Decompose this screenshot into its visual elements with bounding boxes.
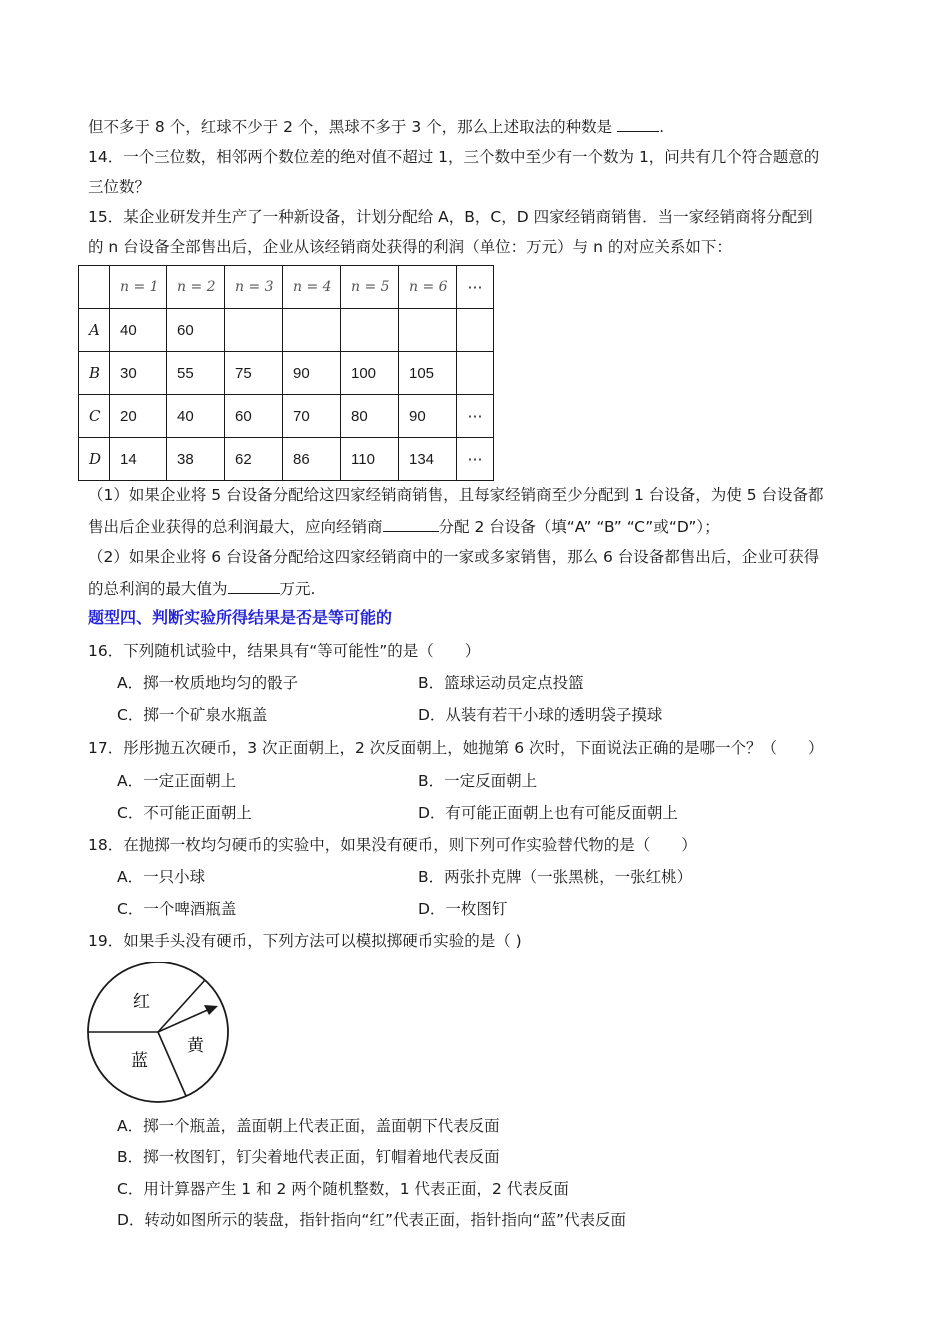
table-header-cell: ⋯: [457, 266, 494, 309]
table-cell: [341, 309, 399, 352]
table-cell: 30: [110, 352, 167, 395]
table-header-cell: n = 5: [341, 266, 399, 309]
table-cell: 62: [225, 438, 283, 481]
table-row-header: D: [79, 438, 110, 481]
q15-sub2-text-b: 万元.: [279, 580, 316, 598]
spinner-label-blue: 蓝: [131, 1051, 148, 1071]
q14-line1: 14．一个三位数，相邻两个数位差的绝对值不超过 1，三个数中至少有一个数为 1，问共有几个符合题意的: [88, 148, 820, 166]
table-cell: 60: [225, 395, 283, 438]
table-cell: ⋯: [457, 438, 494, 481]
table-header-cell: n = 6: [399, 266, 457, 309]
profit-table: [78, 265, 494, 481]
table-row: [79, 352, 494, 395]
table-cell: [457, 309, 494, 352]
table-header-cell: n = 1: [110, 266, 167, 309]
q15-sub1-answer-blank[interactable]: [383, 515, 439, 532]
q17-option-c[interactable]: C．不可能正面朝上: [117, 804, 252, 822]
table-cell: [399, 309, 457, 352]
table-cell: [225, 309, 283, 352]
table-header-cell: n = 4: [283, 266, 341, 309]
table-cell: 90: [283, 352, 341, 395]
table-cell: 38: [167, 438, 225, 481]
q16-option-d[interactable]: D．从装有若干小球的透明袋子摸球: [418, 706, 663, 724]
q18-option-a[interactable]: A．一只小球: [117, 868, 206, 886]
table-cell: 75: [225, 352, 283, 395]
table-row-header: A: [79, 309, 110, 352]
spinner-label-yellow: 黄: [187, 1036, 204, 1056]
spinner-divider-lower: [158, 1032, 186, 1096]
table-row: [79, 438, 494, 481]
q13-tail-line: [88, 115, 664, 138]
table-row-header: C: [79, 395, 110, 438]
table-cell: [457, 352, 494, 395]
table-cell: 60: [167, 309, 225, 352]
table-cell: 134: [399, 438, 457, 481]
q13-tail-end: .: [659, 118, 665, 136]
q16-option-a[interactable]: A．掷一枚质地均匀的骰子: [117, 674, 299, 692]
table-cell: 80: [341, 395, 399, 438]
spinner-label-red: 红: [133, 992, 150, 1012]
table-cell: 20: [110, 395, 167, 438]
table-cell: 55: [167, 352, 225, 395]
spinner-pointer-icon: [158, 1008, 212, 1032]
q17-option-a[interactable]: A．一定正面朝上: [117, 772, 237, 790]
q15-sub1-text-b: 分配 2 台设备（填“A” “B” “C”或“D”）；: [438, 518, 720, 536]
q15-sub2-text-a: 的总利润的最大值为: [88, 580, 228, 598]
table-corner: [79, 266, 110, 309]
q19-stem: 19．如果手头没有硬币，下列方法可以模拟掷硬币实验的是（ ): [88, 932, 522, 950]
q19-option-d[interactable]: D．转动如图所示的装盘，指针指向“红”代表正面，指针指向“蓝”代表反面: [117, 1211, 627, 1229]
table-header-cell: n = 3: [225, 266, 283, 309]
q13-answer-blank[interactable]: [617, 115, 659, 132]
q19-option-b[interactable]: B．掷一枚图钉，钉尖着地代表正面，钉帽着地代表反面: [117, 1148, 500, 1166]
spinner-diagram: [86, 962, 232, 1108]
q18-option-d[interactable]: D．一枚图钉: [418, 900, 508, 918]
q14-line2: 三位数？: [88, 178, 151, 196]
table-cell: 110: [341, 438, 399, 481]
table-cell: 90: [399, 395, 457, 438]
q15-sub1-line1: （1）如果企业将 5 台设备分配给这四家经销商销售，且每家经销商至少分配到 1 台设备，为使 5 台设备都: [88, 486, 824, 504]
q15-sub2-answer-blank[interactable]: [228, 577, 280, 594]
q15-sub2-line2: [88, 577, 315, 600]
q15-sub2-line1: （2）如果企业将 6 台设备分配给这四家经销商中的一家或多家销售，那么 6 台设备都售出后，企业可获得: [88, 548, 820, 566]
table-cell: 14: [110, 438, 167, 481]
table-cell: 40: [110, 309, 167, 352]
section-heading: 题型四、判断实验所得结果是否是等可能的: [88, 608, 393, 627]
q16-option-b[interactable]: B．篮球运动员定点投篮: [418, 674, 584, 692]
table-header-cell: n = 2: [167, 266, 225, 309]
q17-option-d[interactable]: D．有可能正面朝上也有可能反面朝上: [418, 804, 678, 822]
q16-stem: 16．下列随机试验中，结果具有“等可能性”的是（ ）: [88, 642, 481, 660]
table-cell: 105: [399, 352, 457, 395]
table-cell: ⋯: [457, 395, 494, 438]
q18-option-b[interactable]: B．两张扑克牌（一张黑桃，一张红桃）: [418, 868, 693, 886]
table-row-header: B: [79, 352, 110, 395]
q17-option-b[interactable]: B．一定反面朝上: [418, 772, 538, 790]
q18-stem: 18．在抛掷一枚均匀硬币的实验中，如果没有硬币，则下列可作实验替代物的是（ ）: [88, 836, 697, 854]
q17-stem: 17．彤彤抛五次硬币，3 次正面朝上，2 次反面朝上，她抛第 6 次时，下面说法正确的是哪一个？（ ）: [88, 739, 824, 757]
table-cell: 70: [283, 395, 341, 438]
table-row: [79, 395, 494, 438]
table-header-row: [79, 266, 494, 309]
table-cell: 86: [283, 438, 341, 481]
q15-sub1-text-a: 售出后企业获得的总利润最大，应向经销商: [88, 518, 383, 536]
table-row: [79, 309, 494, 352]
q13-tail-text: 但不多于 8 个，红球不少于 2 个，黑球不多于 3 个，那么上述取法的种数是: [88, 118, 618, 136]
q15-line2: 的 n 台设备全部售出后，企业从该经销商处获得的利润（单位：万元）与 n 的对应关系如下：: [88, 238, 732, 256]
spinner-divider-upper-right: [158, 980, 205, 1032]
table-cell: [283, 309, 341, 352]
q15-sub1-line2: [88, 515, 720, 538]
q16-option-c[interactable]: C．掷一个矿泉水瓶盖: [117, 706, 268, 724]
q18-option-c[interactable]: C．一个啤酒瓶盖: [117, 900, 237, 918]
table-cell: 40: [167, 395, 225, 438]
q15-line1: 15．某企业研发并生产了一种新设备，计划分配给 A，B，C，D 四家经销商销售．当一家经销商将分配到: [88, 208, 813, 226]
q19-option-c[interactable]: C．用计算器产生 1 和 2 两个随机整数，1 代表正面，2 代表反面: [117, 1180, 569, 1198]
q19-option-a[interactable]: A．掷一个瓶盖，盖面朝上代表正面，盖面朝下代表反面: [117, 1117, 500, 1135]
table-cell: 100: [341, 352, 399, 395]
